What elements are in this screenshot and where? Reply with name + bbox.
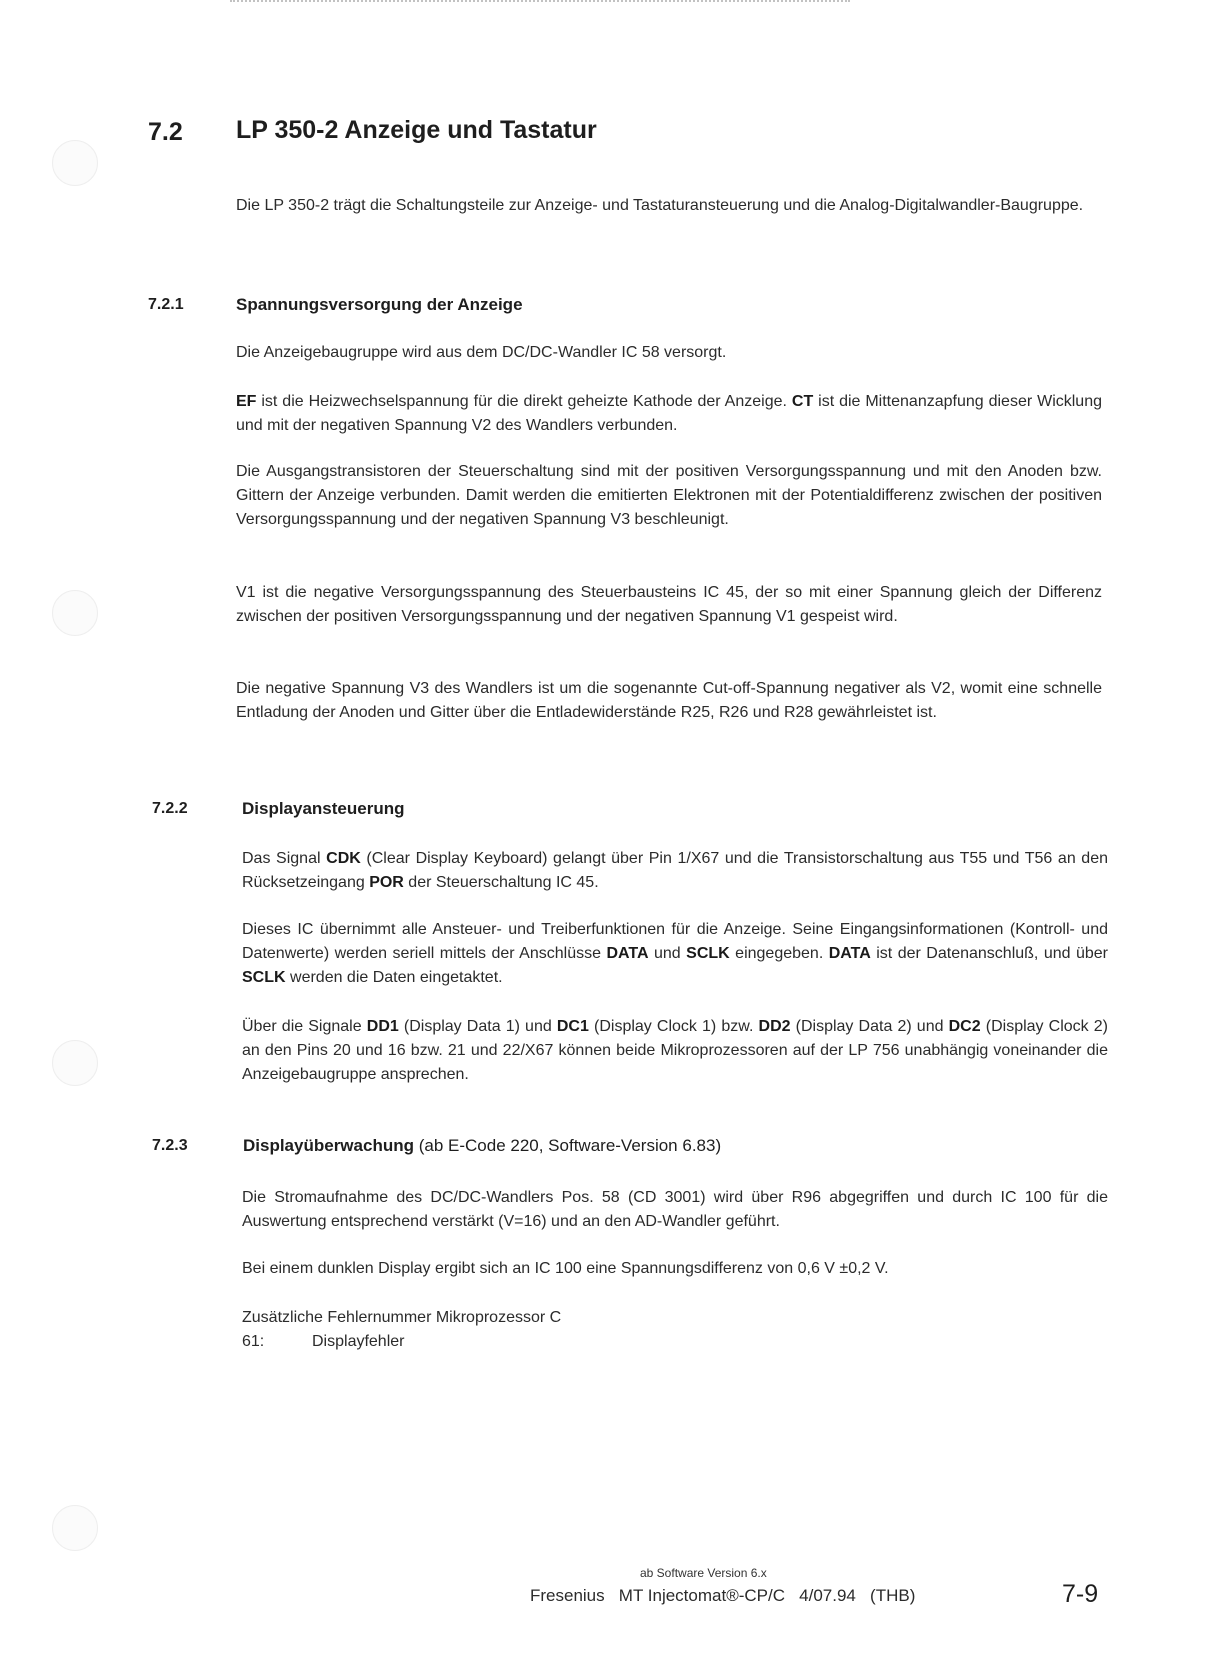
signal-term: POR	[369, 874, 404, 891]
s723-paragraph-3: Zusätzliche Fehlernummer Mikroprozessor C	[242, 1309, 562, 1326]
punch-hole	[52, 140, 98, 186]
text-run: Das Signal	[242, 850, 327, 867]
error-code: 61:	[242, 1333, 265, 1350]
signal-term: DD2	[758, 1018, 791, 1035]
punch-hole	[52, 590, 98, 636]
text-run: der Steuerschaltung IC 45.	[403, 874, 599, 891]
signal-term: DC1	[556, 1018, 589, 1035]
signal-term: DD1	[366, 1018, 399, 1035]
footer-line: Fresenius MT Injectomat®-CP/C 4/07.94 (THB)	[530, 1586, 916, 1605]
chapter-title: LP 350-2 Anzeige und Tastatur	[236, 116, 597, 144]
s721-paragraph-4: V1 ist die negative Versorgungsspannung des Steuerbausteins IC 45, der so mit einer Spannung gleich der Differenz zwischen der positiven Versorgungsspannung und der negativen Spannung V1 gespeist wird.	[236, 584, 1102, 625]
s721-paragraph-5: Die negative Spannung V3 des Wandlers ist um die sogenannte Cut-off-Spannung negativer als V2, womit eine schnelle Entladung der Anoden und Gitter über die Entladewiderstände R25, R26 und R28 gewährleistet ist.	[236, 680, 1102, 721]
section-title-723	[243, 1136, 721, 1156]
s723-paragraph-2: Bei einem dunklen Display ergibt sich an IC 100 eine Spannungsdifferenz von 0,6 V ±0,2 V.	[242, 1260, 889, 1277]
signal-term: SCLK	[686, 945, 730, 962]
text-run: werden die Daten eingetaktet.	[285, 969, 503, 986]
signal-term: DATA	[606, 945, 649, 962]
text-run: (Display Clock 1) bzw.	[588, 1018, 759, 1035]
text-run: und	[648, 945, 687, 962]
page-number: 7-9	[1062, 1580, 1099, 1608]
section-number-723: 7.2.3	[152, 1137, 188, 1154]
s722-paragraph-3	[242, 1015, 1108, 1087]
section-number-722: 7.2.2	[152, 800, 188, 817]
signal-term: EF	[236, 393, 257, 410]
section-title-723-text: Displayüberwachung	[243, 1136, 414, 1155]
signal-term: CDK	[326, 850, 361, 867]
text-run: (Clear Display Keyboard) gelangt über Pin 1/X67 und die Transistorschaltung aus T55 und T56 an den Rücksetzeingang	[242, 850, 1109, 891]
signal-term: DATA	[828, 945, 871, 962]
intro-paragraph: Die LP 350-2 trägt die Schaltungsteile zur Anzeige- und Tastaturansteuerung und die Analog-Digitalwandler-Baugruppe.	[236, 197, 1084, 214]
s721-paragraph-3: Die Ausgangstransistoren der Steuerschaltung sind mit der positiven Versorgungsspannung und mit den Anoden bzw. Gittern der Anzeige verbunden. Damit werden die emitierten Elektronen mit der Potentialdifferenz zwischen der positiven Versorgungsspannung und der negativen Spannung V3 beschleunigt.	[236, 463, 1102, 528]
signal-term: SCLK	[242, 969, 286, 986]
section-number-721: 7.2.1	[148, 296, 184, 313]
text-run: ist der Datenanschluß, und über	[870, 945, 1109, 962]
s722-paragraph-1	[242, 847, 1108, 895]
punch-hole	[52, 1505, 98, 1551]
text-run: Über die Signale	[242, 1018, 367, 1035]
signal-term: CT	[791, 393, 814, 410]
s721-paragraph-1: Die Anzeigebaugruppe wird aus dem DC/DC-Wandler IC 58 versorgt.	[236, 344, 727, 361]
section-title-722: Displayansteuerung	[242, 799, 405, 818]
text-run: ist die Mittenanzapfung dieser Wicklung und mit der negativen Spannung V2 des Wandlers verbunden.	[236, 393, 1103, 434]
s721-paragraph-2	[236, 390, 1102, 438]
chapter-number: 7.2	[148, 118, 183, 146]
signal-term: DC2	[948, 1018, 981, 1035]
text-run: (Display Clock 2) an den Pins 20 und 16 bzw. 21 und 22/X67 können beide Mikroprozessoren auf der LP 756 unabhängig voneinander die Anzeigebaugruppe ansprechen.	[242, 1018, 1109, 1083]
error-text: Displayfehler	[312, 1333, 405, 1350]
punch-hole	[52, 1040, 98, 1086]
s722-paragraph-2	[242, 918, 1108, 990]
top-scan-marks	[230, 0, 850, 8]
footer-software-note: ab Software Version 6.x	[640, 1566, 767, 1580]
text-run: ist die Heizwechselspannung für die direkt geheizte Kathode der Anzeige.	[256, 393, 792, 410]
s723-paragraph-1: Die Stromaufnahme des DC/DC-Wandlers Pos. 58 (CD 3001) wird über R96 abgegriffen und durch IC 100 für die Auswertung entsprechend verstärkt (V=16) und an den AD-Wandler geführt.	[242, 1189, 1108, 1230]
text-run: Dieses IC übernimmt alle Ansteuer- und Treiberfunktionen für die Anzeige. Seine Eingangsinformationen (Kontroll- und Datenwerte) werden seriell mittels der Anschlüsse	[242, 921, 1108, 962]
text-run: (Display Data 2) und	[790, 1018, 949, 1035]
section-title-721: Spannungsversorgung der Anzeige	[236, 295, 523, 314]
text-run: eingegeben.	[729, 945, 829, 962]
section-subtitle-723: (ab E-Code 220, Software-Version 6.83)	[418, 1136, 722, 1155]
error-code-row	[242, 1330, 404, 1354]
text-run: (Display Data 1) und	[398, 1018, 557, 1035]
